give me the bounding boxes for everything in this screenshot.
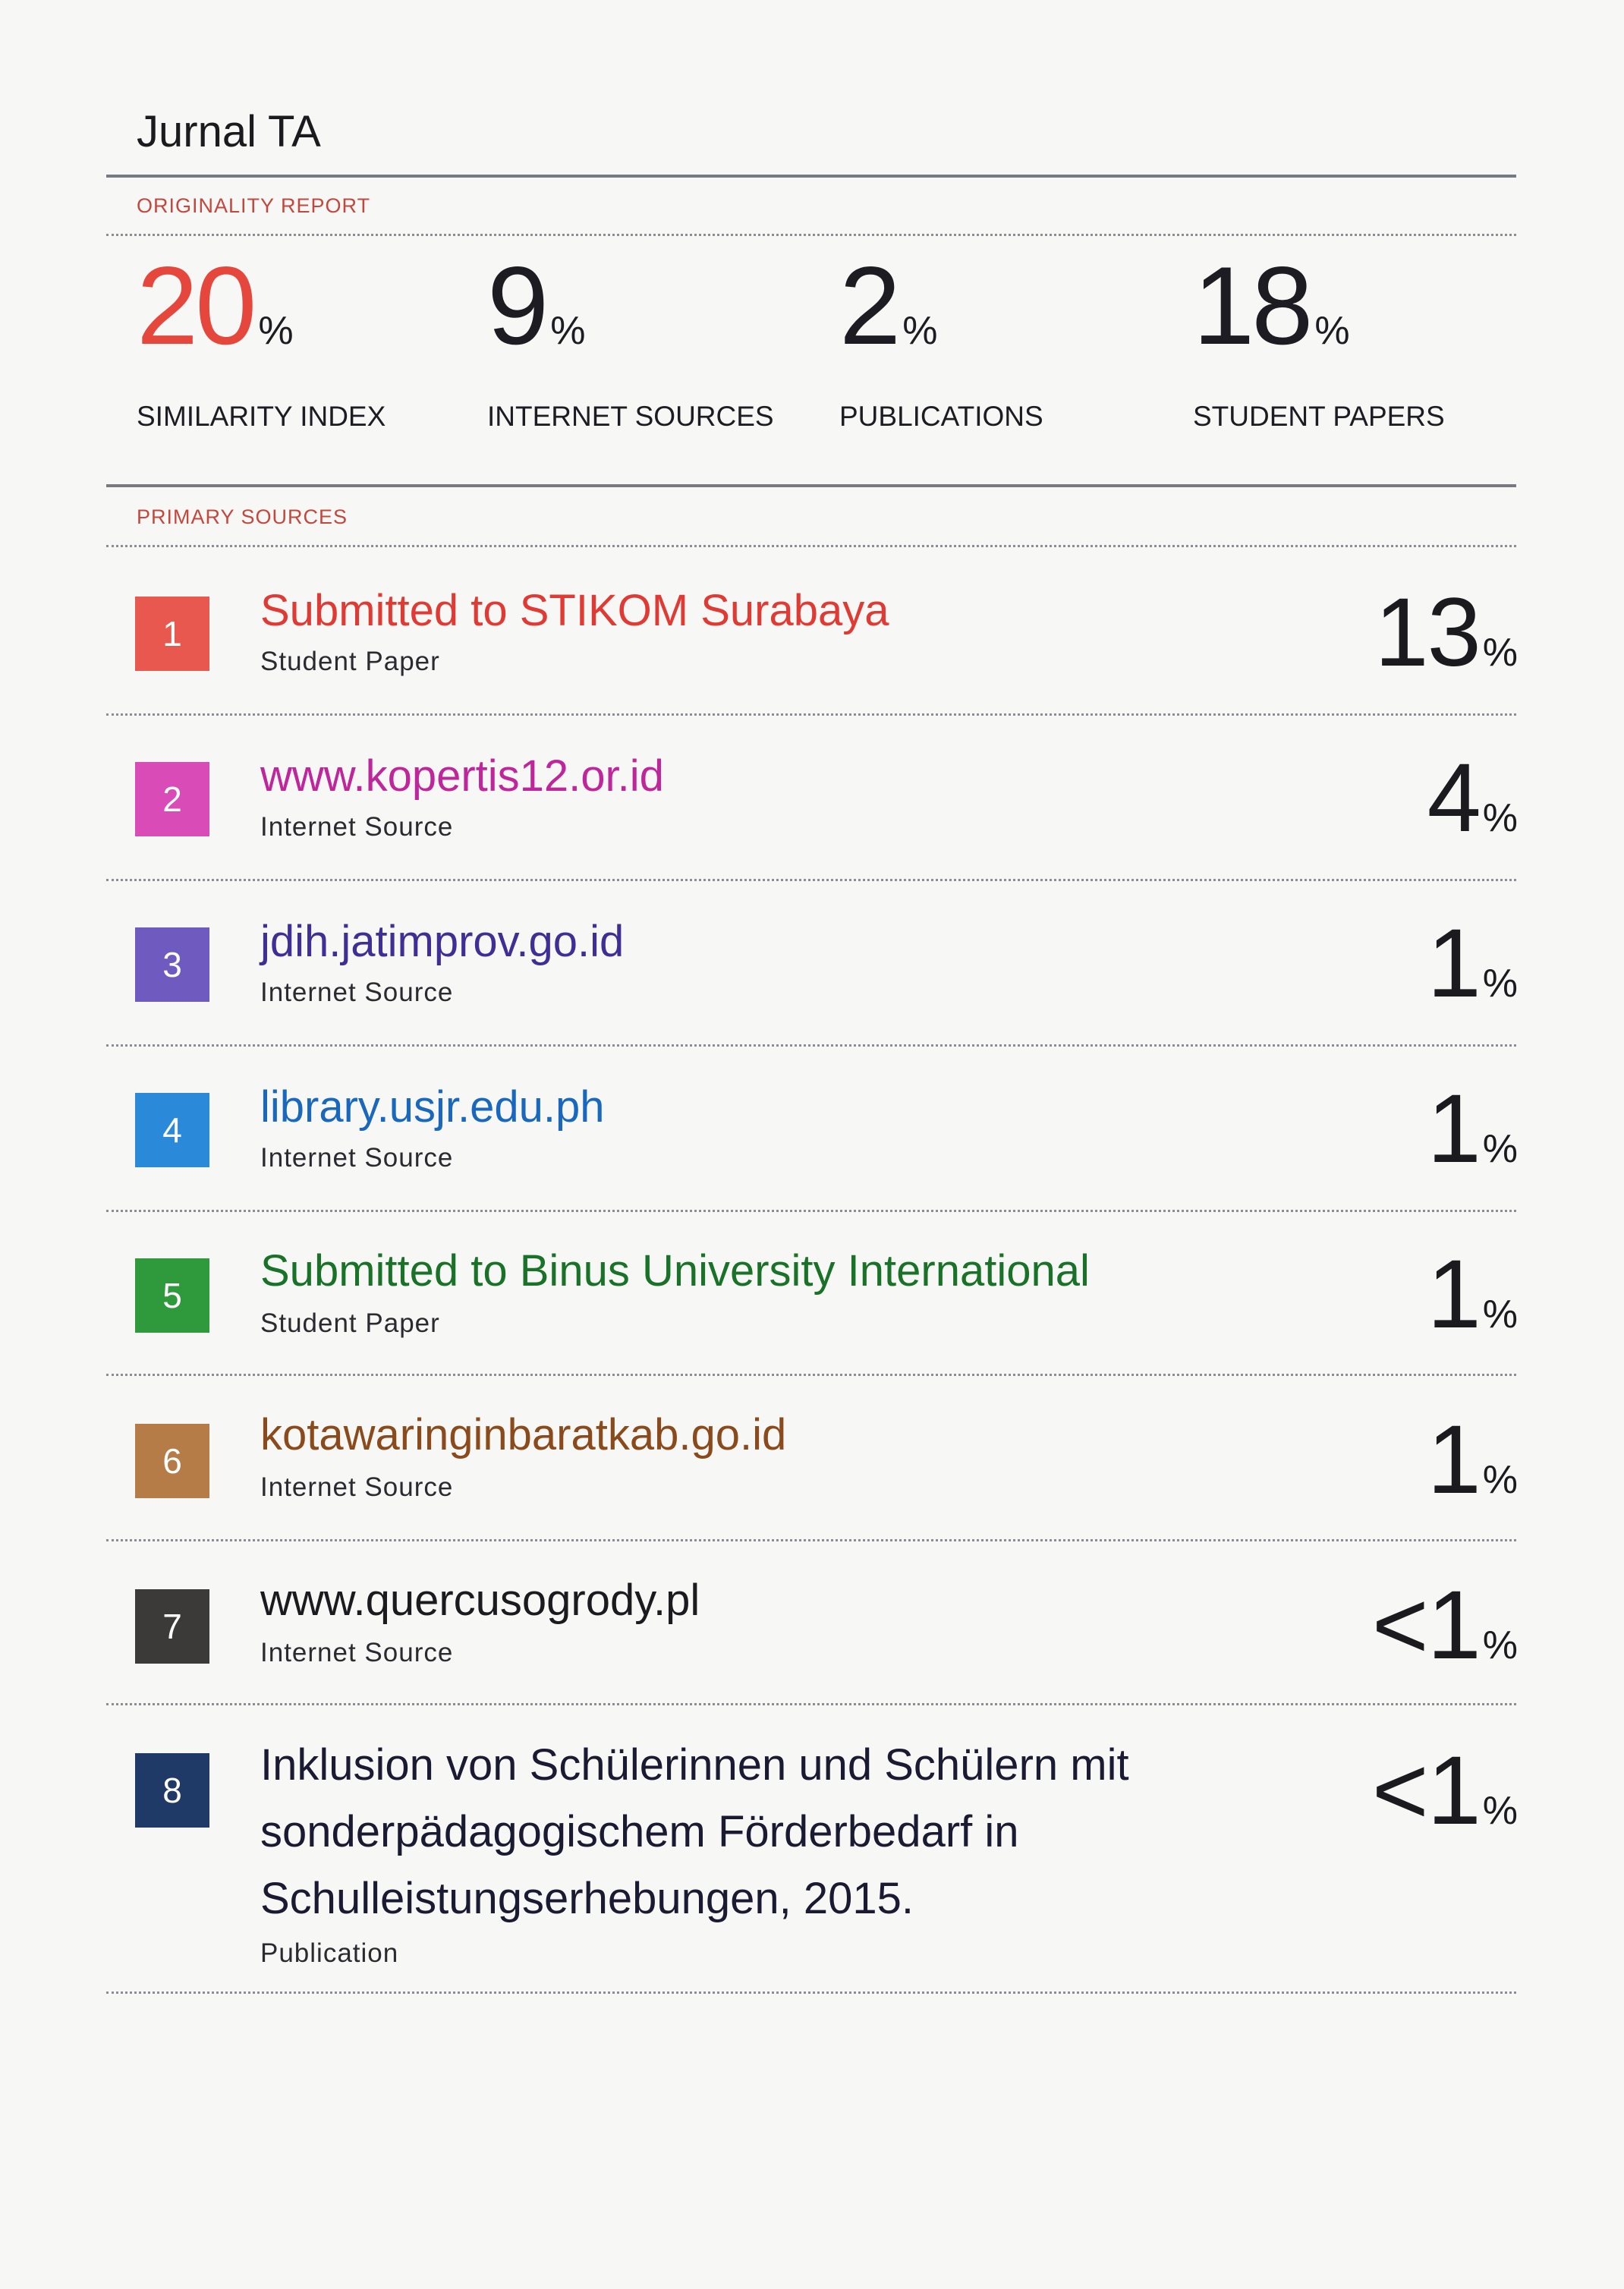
divider <box>106 1044 1516 1047</box>
source-type: Student Paper <box>260 1308 440 1338</box>
source-title: jdih.jatimprov.go.id <box>260 917 625 966</box>
source-title: library.usjr.edu.ph <box>260 1082 605 1132</box>
percent-sign: % <box>1482 1127 1518 1171</box>
percent-number: 1 <box>1427 1406 1480 1514</box>
percent-number: <1 <box>1371 1736 1480 1845</box>
percent-sign: % <box>258 309 294 353</box>
divider <box>106 1374 1516 1376</box>
stat-number: 9 <box>487 244 546 367</box>
percent-sign: % <box>1482 796 1518 840</box>
percent-number: 1 <box>1427 909 1480 1018</box>
rank-badge: 3 <box>135 927 209 1002</box>
percent-number: 1 <box>1427 1240 1480 1349</box>
source-percent <box>1427 909 1518 1018</box>
divider <box>106 545 1516 547</box>
rank-badge: 8 <box>135 1753 209 1828</box>
percent-sign: % <box>1482 631 1518 675</box>
source-type: Internet Source <box>260 978 454 1007</box>
percent-sign: % <box>1482 1623 1518 1667</box>
source-percent <box>1427 1240 1518 1349</box>
publications-value <box>839 244 938 367</box>
source-title: Inklusion von Schülerinnen und Schülern mit sonderpädagogischem Förderbedarf in Schulleistungserhebungen, 2015. <box>260 1740 1129 1923</box>
source-title: kotawaringinbaratkab.go.id <box>260 1410 787 1459</box>
percent-sign: % <box>1482 962 1518 1006</box>
percent-sign: % <box>1482 1292 1518 1337</box>
source-percent <box>1427 744 1518 852</box>
similarity-index-label: SIMILARITY INDEX <box>137 401 386 432</box>
divider <box>106 1991 1516 1994</box>
rank-badge: 1 <box>135 597 209 671</box>
source-title: Submitted to STIKOM Surabaya <box>260 586 889 635</box>
student-papers-label: STUDENT PAPERS <box>1193 401 1445 432</box>
divider <box>106 713 1516 716</box>
source-percent <box>1427 1406 1518 1514</box>
source-type: Internet Source <box>260 1638 454 1667</box>
source-title: www.quercusogrody.pl <box>260 1576 700 1625</box>
rank-badge: 2 <box>135 762 209 836</box>
internet-sources-label: INTERNET SOURCES <box>487 401 774 432</box>
percent-sign: % <box>902 309 938 353</box>
primary-sources-label: PRIMARY SOURCES <box>137 505 348 528</box>
percent-sign: % <box>1482 1789 1518 1833</box>
percent-sign: % <box>1482 1458 1518 1502</box>
source-type: Internet Source <box>260 1472 454 1502</box>
percent-sign: % <box>1314 309 1350 353</box>
stat-number: 2 <box>839 244 899 367</box>
divider <box>106 879 1516 881</box>
source-percent <box>1371 1736 1518 1845</box>
originality-report-label: ORIGINALITY REPORT <box>137 194 371 217</box>
percent-number: 4 <box>1427 744 1480 852</box>
source-percent <box>1427 1075 1518 1183</box>
document-title: Jurnal TA <box>137 107 321 156</box>
percent-number: 1 <box>1427 1075 1480 1183</box>
similarity-index-value <box>137 244 294 367</box>
source-type: Internet Source <box>260 1143 454 1173</box>
rank-badge: 6 <box>135 1424 209 1498</box>
divider <box>106 234 1516 236</box>
rank-badge: 4 <box>135 1093 209 1167</box>
divider <box>106 1703 1516 1705</box>
percent-number: 13 <box>1374 578 1480 687</box>
source-title: www.kopertis12.or.id <box>260 751 664 801</box>
student-papers-value <box>1193 244 1350 367</box>
stat-number: 20 <box>137 244 254 367</box>
percent-number: <1 <box>1371 1571 1480 1680</box>
source-type: Publication <box>260 1938 399 1968</box>
publications-label: PUBLICATIONS <box>839 401 1043 432</box>
stat-number: 18 <box>1193 244 1311 367</box>
source-percent <box>1374 578 1518 687</box>
rank-badge: 7 <box>135 1589 209 1664</box>
source-percent <box>1371 1571 1518 1680</box>
percent-sign: % <box>550 309 586 353</box>
divider <box>106 484 1516 487</box>
rank-badge: 5 <box>135 1258 209 1333</box>
divider <box>106 1539 1516 1541</box>
divider <box>106 1210 1516 1212</box>
internet-sources-value <box>487 244 586 367</box>
source-title: Submitted to Binus University International <box>260 1246 1090 1296</box>
source-type: Internet Source <box>260 812 454 842</box>
source-type: Student Paper <box>260 647 440 676</box>
divider <box>106 175 1516 178</box>
